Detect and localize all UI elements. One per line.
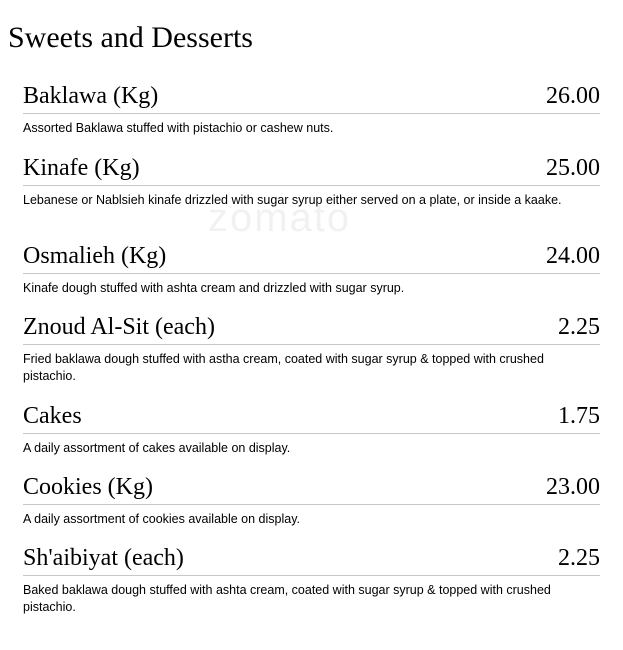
item-price: 2.25 <box>558 545 600 571</box>
item-price: 24.00 <box>546 243 600 269</box>
menu-item-header <box>23 398 600 434</box>
item-name: Sh'aibiyat (each) <box>23 545 184 571</box>
menu-item-cakes <box>23 398 600 469</box>
item-name: Osmalieh (Kg) <box>23 243 167 269</box>
item-price: 23.00 <box>546 474 600 500</box>
menu-item-osmalieh <box>23 238 600 309</box>
menu-item-znoud-al-sit <box>23 309 600 398</box>
menu-list <box>23 78 600 629</box>
menu-item-header <box>23 150 600 186</box>
menu-item-cookies <box>23 469 600 540</box>
item-description: Baked baklawa dough stuffed with ashta cream, coated with sugar syrup & topped with crushed pistachio. <box>23 583 551 614</box>
item-price: 2.25 <box>558 314 600 340</box>
menu-item-baklawa <box>23 78 600 150</box>
menu-item-shaibiyat <box>23 540 600 629</box>
item-price: 1.75 <box>558 403 600 429</box>
menu-item-header <box>23 309 600 345</box>
item-name: Cookies (Kg) <box>23 474 153 500</box>
item-price: 25.00 <box>546 155 600 181</box>
item-name: Znoud Al-Sit (each) <box>23 314 215 340</box>
item-name: Kinafe (Kg) <box>23 155 140 181</box>
menu-item-header <box>23 469 600 505</box>
item-price: 26.00 <box>546 83 600 109</box>
menu-item-header <box>23 78 600 114</box>
menu-item-header <box>23 540 600 576</box>
item-description: A daily assortment of cookies available on display. <box>23 512 301 526</box>
item-description: Kinafe dough stuffed with ashta cream and drizzled with sugar syrup. <box>23 281 405 295</box>
page-title: Sweets and Desserts <box>8 21 253 54</box>
watermark: zomato <box>208 196 352 240</box>
item-description: Fried baklawa dough stuffed with astha cream, coated with sugar syrup & topped with crushed pistachio. <box>23 352 544 383</box>
item-description: Lebanese or Nablsieh kinafe drizzled with sugar syrup either served on a plate, or inside a kaake. <box>23 193 562 207</box>
menu-item-header <box>23 238 600 274</box>
item-name: Baklawa (Kg) <box>23 83 159 109</box>
item-name: Cakes <box>23 403 82 429</box>
item-description: Assorted Baklawa stuffed with pistachio or cashew nuts. <box>23 121 334 135</box>
item-description: A daily assortment of cakes available on display. <box>23 441 291 455</box>
menu-item-kinafe <box>23 150 600 238</box>
